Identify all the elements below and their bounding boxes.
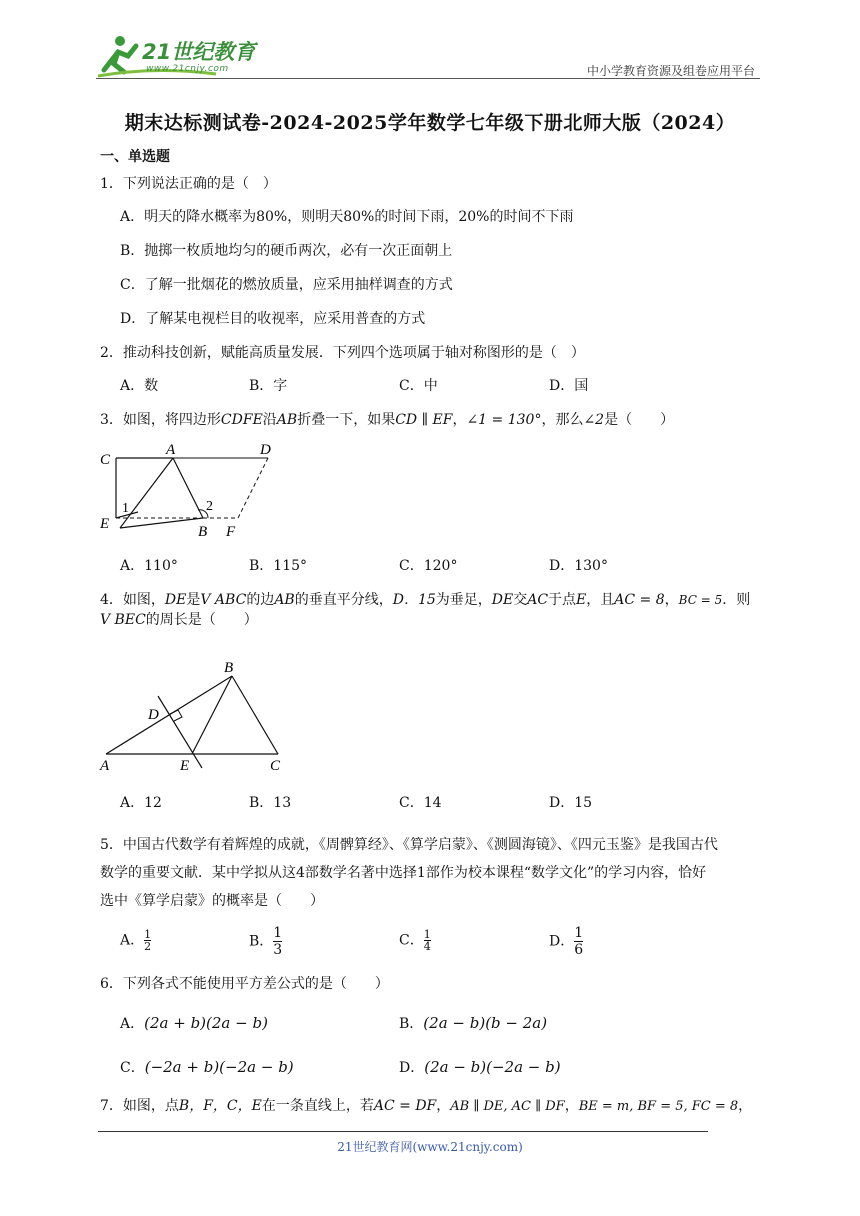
question-2-option-c: C．中	[399, 378, 438, 394]
fig4-label-b: B	[224, 660, 234, 676]
fig4-label-d: D	[148, 707, 159, 723]
fig4-label-a: A	[100, 758, 110, 774]
question-2-option-b: B．字	[249, 378, 288, 394]
question-6-option-d: D．(2a − b)(−2a − b)	[399, 1058, 561, 1076]
question-4-option-b: B．13	[249, 795, 292, 811]
question-4-option-a: A．12	[120, 795, 162, 811]
question-1-option-c: C．了解一批烟花的燃放质量，应采用抽样调查的方式	[120, 277, 453, 293]
fig3-label-a: A	[166, 442, 176, 458]
footer-link[interactable]: 21世纪教育网(www.21cnjy.com)	[337, 1140, 523, 1154]
question-6-option-a: A．(2a + b)(2a − b)	[120, 1014, 268, 1032]
question-1-option-d: D．了解某电视栏目的收视率，应采用普查的方式	[120, 311, 426, 327]
question-5-line-3: 选中《算学启蒙》的概率是（ ）	[100, 893, 324, 909]
question-3-figure	[98, 438, 278, 540]
question-7-stem: 7．如图，点B，F，C，E在一条直线上，若AC = DF，AB ∥ DE, AC ∥ DF，BE = m, BF = 5, FC = 8，	[100, 1098, 753, 1114]
question-1-option-a: A．明天的降水概率为80%，则明天80%的时间下雨，20%的时间不下雨	[120, 209, 574, 225]
question-5-option-c: C． $\frac{1}{4}$	[399, 928, 431, 953]
section-heading: 一、单选题	[100, 149, 170, 165]
question-5-line-2: 数学的重要文献．某中学拟从这4部数学名著中选择1部作为校本课程“数学文化”的学习内容，恰好	[100, 865, 707, 881]
logo-url-text: www.21cnjy.com	[146, 64, 229, 74]
fig3-label-b: B	[198, 524, 208, 540]
question-1-stem: 1．下列说法正确的是（ ）	[100, 176, 277, 192]
logo-main-text: 21世纪教育	[142, 40, 256, 64]
question-6-option-b: B．(2a − b)(b − 2a)	[399, 1014, 548, 1032]
fold-quadrilateral-diagram	[98, 438, 278, 540]
question-2-option-a: A．数	[120, 378, 159, 394]
question-3-option-b: B．115°	[249, 558, 308, 574]
question-4-stem: 4．如图，DE是V ABC的边AB的垂直平分线，D．15为垂足，DE交AC于点E，且AC = 8，BC = 5．则 V BEC的周长是（ ）	[100, 592, 751, 628]
perpendicular-bisector-diagram	[98, 656, 298, 776]
question-5-option-a: A． $\frac{1}{2}$	[120, 928, 152, 953]
question-2-option-d: D．国	[549, 378, 589, 394]
fig4-label-e: E	[180, 758, 190, 774]
question-5-line-1: 5．中国古代数学有着辉煌的成就，《周髀算经》、《算学启蒙》、《测圆海镜》、《四元玉鉴》是我国古代	[100, 837, 718, 853]
header-platform-text: 中小学教育资源及组卷应用平台	[586, 64, 755, 78]
question-4-option-c: C．14	[399, 795, 442, 811]
question-5-option-b: B． $\frac{1}{3}$	[249, 925, 283, 958]
question-4-figure	[98, 656, 298, 776]
question-6-stem: 6．下列各式不能使用平方差公式的是（ ）	[100, 976, 389, 992]
question-3-option-c: C．120°	[399, 558, 458, 574]
fig3-label-e: E	[100, 516, 110, 532]
header-divider	[96, 78, 760, 79]
fig3-angle-1: 1	[122, 501, 129, 516]
question-6-option-c: C．(−2a + b)(−2a − b)	[120, 1058, 294, 1076]
question-5-option-d: D． $\frac{1}{6}$	[549, 925, 584, 958]
fig3-label-d: D	[260, 442, 271, 458]
question-3-option-d: D．130°	[549, 558, 608, 574]
fig3-angle-2: 2	[206, 499, 213, 514]
fig3-label-c: C	[100, 452, 111, 468]
question-5-stem	[100, 828, 718, 918]
footer-divider	[98, 1131, 708, 1132]
question-3-stem: 3．如图，将四边形CDFE沿AB折叠一下，如果CD ∥ EF，∠1 = 130°，那么∠2是（ ）	[100, 412, 675, 428]
logo	[96, 32, 266, 80]
page-title: 期末达标测试卷-2024-2025学年数学七年级下册北师大版（2024）	[124, 112, 736, 134]
question-2-stem: 2．推动科技创新，赋能高质量发展．下列四个选项属于轴对称图形的是（ ）	[100, 345, 585, 361]
fig3-label-f: F	[226, 524, 236, 540]
question-1-option-b: B．抛掷一枚质地均匀的硬币两次，必有一次正面朝上	[120, 243, 453, 259]
fig4-label-c: C	[270, 758, 281, 774]
question-4-option-d: D．15	[549, 795, 593, 811]
question-3-option-a: A．110°	[120, 558, 178, 574]
